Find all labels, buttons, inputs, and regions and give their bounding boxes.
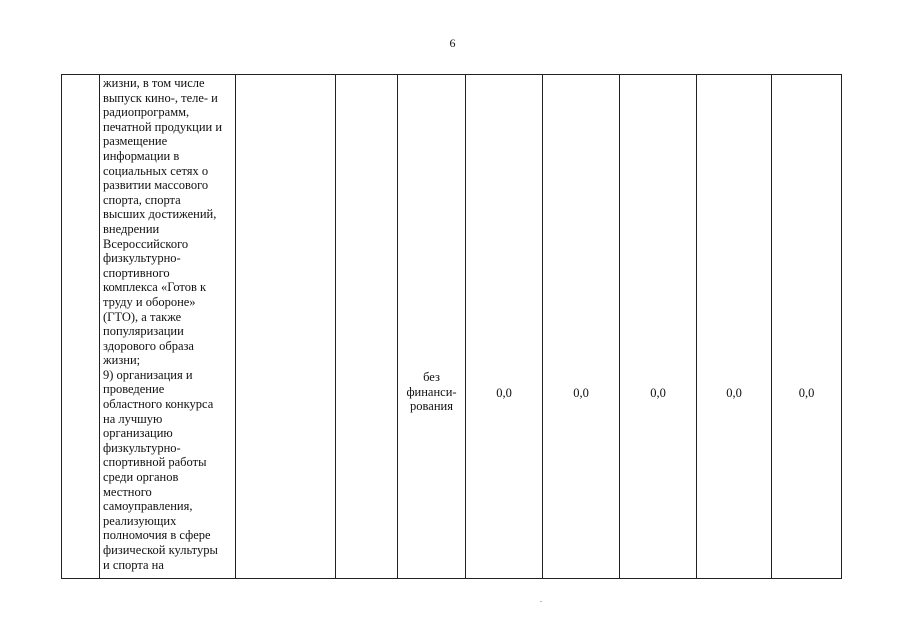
description-line: и спорта на	[103, 557, 164, 572]
description-line: популяризации	[103, 324, 184, 339]
description-line: организацию	[103, 426, 173, 441]
description-line: физкультурно-	[103, 440, 181, 455]
description-line: здорового образа	[103, 338, 194, 353]
scan-speck	[540, 601, 542, 602]
value-cell	[697, 75, 772, 579]
description-line: спорта, спорта	[103, 192, 181, 207]
value-text: 0,0	[650, 386, 666, 400]
funding-line: без	[423, 370, 440, 384]
description-line: жизни, в том числе	[103, 76, 205, 90]
value-text: 0,0	[573, 386, 589, 400]
description-line: внедрении	[103, 221, 160, 236]
value-cell	[772, 75, 842, 579]
description-line: на лучшую	[103, 411, 163, 426]
value-cell	[466, 75, 543, 579]
description-line: труду и обороне»	[103, 294, 196, 309]
description-line: местного	[103, 484, 152, 499]
description-line: развитии массового	[103, 178, 209, 193]
page-number: 6	[449, 36, 456, 50]
description-line: размещение	[103, 134, 168, 149]
value-text: 0,0	[798, 386, 815, 400]
description-line: проведение	[103, 382, 165, 397]
period-cell	[336, 75, 398, 579]
description-line: высших достижений,	[103, 207, 217, 222]
description-line: жизни;	[103, 353, 141, 368]
description-line: 9) организация и	[103, 367, 193, 382]
table-row	[62, 75, 842, 579]
value-cell	[620, 75, 697, 579]
value-text: 0,0	[726, 386, 742, 400]
program-table	[61, 74, 842, 579]
description-line: среди органов	[103, 470, 179, 485]
funding-line: рования	[410, 399, 453, 414]
description-line: самоуправления,	[103, 499, 193, 514]
funding-line: финанси-	[406, 384, 457, 399]
description-line: спортивной работы	[103, 455, 207, 470]
description-cell	[100, 75, 236, 579]
number-cell	[62, 75, 100, 579]
funding-source	[398, 370, 465, 414]
description-line: социальных сетях о	[103, 163, 209, 178]
description-line: полномочия в сфере	[103, 528, 211, 543]
description-line: областного конкурса	[103, 397, 214, 412]
description-line: выпуск кино-, теле- и	[103, 90, 218, 105]
description-line: спортивного	[103, 265, 170, 280]
description-line: Всероссийского	[103, 236, 189, 251]
description-line: физической культуры	[103, 543, 218, 557]
description-line: (ГТО), а также	[103, 309, 182, 324]
description-line: комплекса «Готов к	[103, 280, 207, 295]
description-line: информации в	[103, 148, 180, 163]
description-line: радиопрограмм,	[103, 105, 190, 120]
description-line: реализующих	[103, 513, 177, 528]
description-line: физкультурно-	[103, 251, 181, 266]
executor-cell	[236, 75, 336, 579]
value-text: 0,0	[496, 386, 512, 400]
description-line: печатной продукции и	[103, 119, 223, 134]
funding-source-cell	[398, 75, 466, 579]
value-cell	[543, 75, 620, 579]
